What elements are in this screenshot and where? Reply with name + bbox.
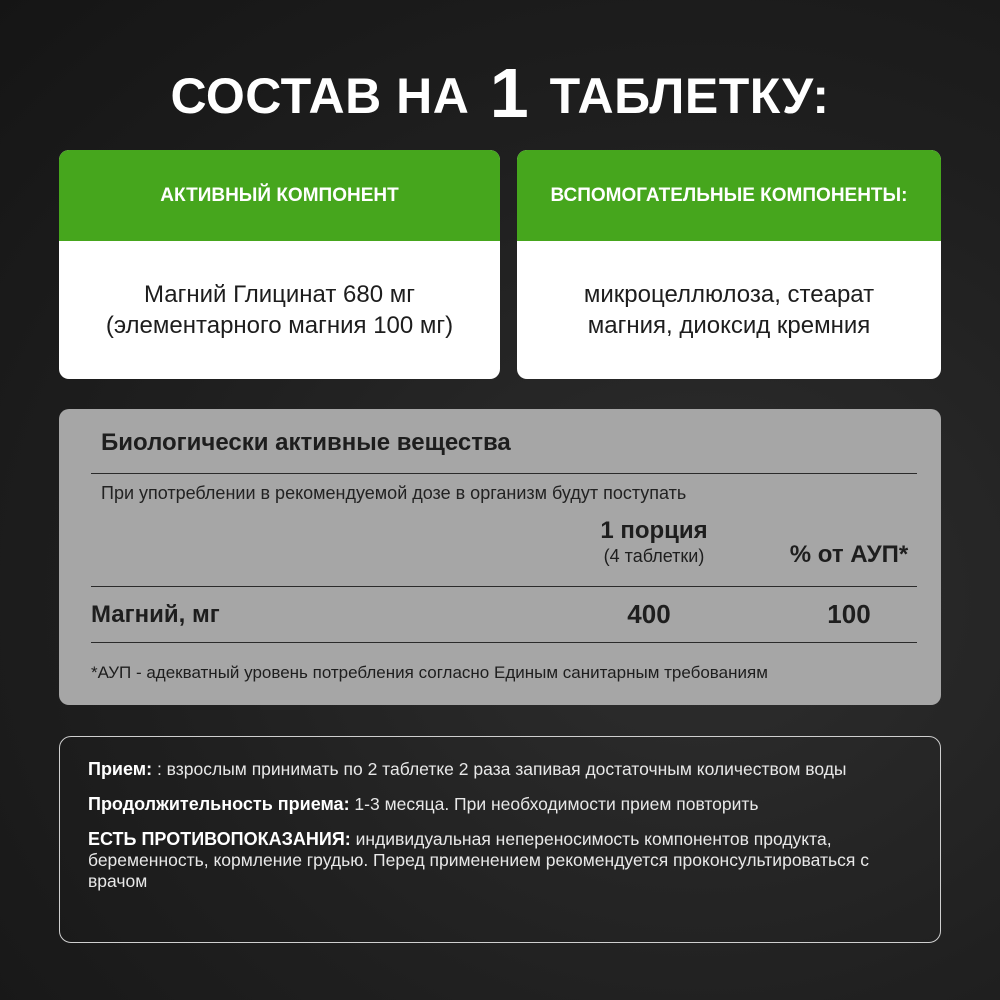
table-divider-bottom	[91, 642, 917, 643]
duration-info	[88, 794, 912, 815]
title-prefix: СОСТАВ НА	[170, 68, 470, 124]
table-row-percent: 100	[827, 599, 871, 629]
page-title	[0, 54, 1000, 132]
usage-info-box	[59, 736, 941, 943]
title-suffix: ТАБЛЕТКУ:	[549, 68, 830, 124]
intake-label: Прием:	[88, 759, 153, 779]
active-component-card	[59, 150, 500, 379]
duration-text: 1-3 месяца. При необходимости прием повторить	[349, 794, 759, 814]
auxiliary-components-header: ВСПОМОГАТЕЛЬНЫЕ КОМПОНЕНТЫ:	[517, 150, 941, 241]
nutrition-table	[59, 409, 941, 705]
column-portion-sublabel: (4 таблетки)	[603, 546, 705, 566]
column-portion-label: 1 порция	[600, 517, 708, 544]
table-footnote: *АУП - адекватный уровень потребления согласно Единым санитарным требованиям	[91, 663, 768, 682]
duration-label: Продолжительность приема:	[88, 794, 350, 814]
intake-text: : взрослым принимать по 2 таблетке 2 раза запивая достаточным количеством воды	[152, 759, 847, 779]
table-intro: При употреблении в рекомендуемой дозе в организм будут поступать	[101, 483, 687, 503]
title-number: 1	[489, 54, 530, 132]
table-divider-top	[91, 473, 917, 474]
auxiliary-components-body: микроцеллюлоза, стеарат магния, диоксид кремния	[583, 281, 875, 339]
intake-info	[88, 759, 912, 780]
table-divider-middle	[91, 586, 917, 587]
contraindications-label: ЕСТЬ ПРОТИВОПОКАЗАНИЯ:	[88, 829, 351, 849]
auxiliary-components-card	[517, 150, 941, 379]
contraindications-info	[88, 829, 912, 892]
table-title: Биологически активные вещества	[101, 429, 511, 456]
contraindications-text: индивидуальная непереносимость компонентов продукта, беременность, кормление грудью. Перед применением рекомендуется проконсультироваться с врачом	[88, 829, 869, 891]
column-header-percent: % от АУП*	[789, 541, 909, 568]
active-component-body: Магний Глицинат 680 мг (элементарного магния 100 мг)	[105, 281, 454, 339]
table-row-label: Магний, мг	[91, 601, 220, 628]
column-header-portion	[579, 517, 729, 567]
active-component-header: АКТИВНЫЙ КОМПОНЕНТ	[59, 150, 500, 241]
table-row-portion: 400	[627, 599, 671, 629]
